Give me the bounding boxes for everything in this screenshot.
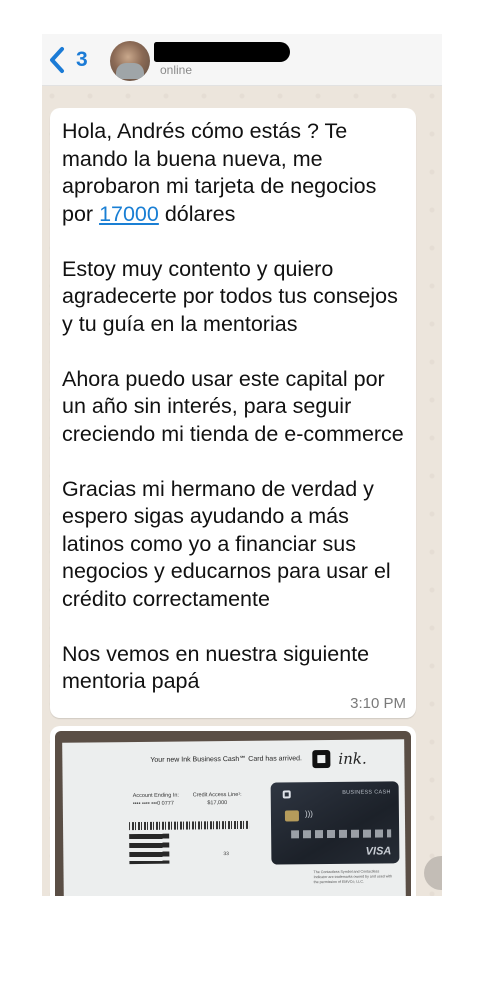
account-label: Account Ending In:	[132, 792, 179, 800]
chase-logo-icon	[312, 750, 330, 768]
message-time: 3:10 PM	[350, 695, 406, 712]
letter-title: Your new Ink Business Cash℠ Card has arrived.	[150, 755, 303, 764]
account-value: •••• •••• •••0 0777	[132, 800, 174, 808]
chat-area[interactable]	[42, 86, 442, 896]
chevron-left-icon	[46, 46, 68, 74]
card-letter	[62, 739, 406, 896]
account-info	[133, 792, 179, 808]
message-paragraph	[62, 118, 404, 228]
unread-count: 3	[76, 48, 88, 71]
postal-barcode	[129, 821, 249, 830]
contactless-icon: )))	[304, 809, 313, 819]
amount-link[interactable]: 17000	[99, 201, 159, 226]
credit-card	[271, 781, 400, 864]
chip-icon	[285, 810, 299, 821]
chat-screen	[42, 34, 442, 896]
chat-header	[42, 34, 442, 86]
presence-status: online	[160, 63, 193, 77]
zip-fragment: 33	[223, 851, 229, 858]
back-button[interactable]	[46, 44, 106, 76]
contact-name-redacted[interactable]	[154, 42, 290, 62]
credit-value: $17,000	[207, 800, 228, 807]
message-paragraph: Nos vemos en nuestra siguiente mentoria papá	[62, 641, 370, 693]
message-text-post: dólares	[158, 201, 236, 226]
message-text	[62, 118, 404, 696]
card-photo[interactable]	[55, 731, 411, 896]
message-bubble[interactable]	[50, 108, 416, 718]
card-network: VISA	[365, 845, 392, 858]
fine-print: The Contactless Symbol and Contactless Indicator are trademarks owned by and used with the permission of EMVCo, LLC.	[313, 869, 393, 885]
image-message-bubble[interactable]	[50, 726, 416, 896]
message-text-pre: Hola, Andrés cómo estás ? Te mando la buena nueva, me aprobaron mi tarjeta de negocios por	[62, 119, 377, 226]
address-redacted	[129, 834, 169, 864]
message-paragraph: Gracias mi hermano de verdad y espero sigas ayudando a más latinos como yo a financiar sus negocios y educarnos para usar el crédito correctamente	[62, 476, 391, 611]
credit-label: Credit Access Line¹:	[192, 791, 242, 799]
message-paragraph: Estoy muy contento y quiero agradecerte por todos tus consejos y tu guía en la mentorias	[62, 256, 398, 336]
avatar[interactable]	[110, 41, 150, 81]
card-number-redacted	[291, 829, 391, 838]
credit-info	[193, 791, 242, 808]
card-chase-icon	[283, 790, 291, 798]
card-brand: BUSINESS CASH	[342, 789, 391, 796]
message-paragraph: Ahora puedo usar este capital por un año sin interés, para seguir creciendo mi tienda de e-commerce	[62, 366, 404, 446]
ink-logo: ink.	[338, 749, 367, 768]
